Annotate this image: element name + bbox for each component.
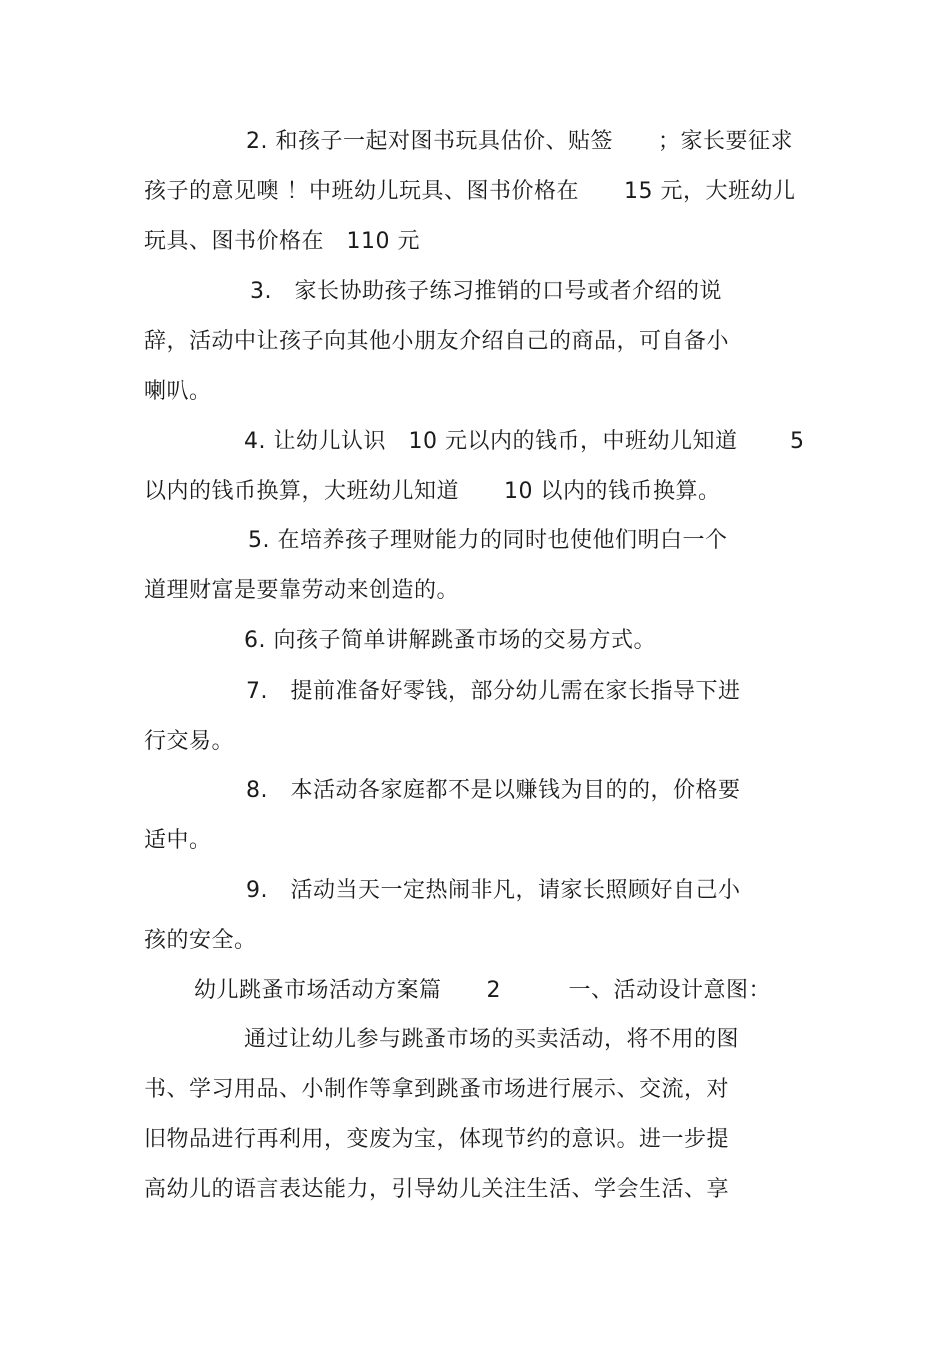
text-line-item-4-a: 4. 让幼儿认识 10 元以内的钱币，中班幼儿知道 5 — [244, 429, 805, 454]
text-line-item-5-b: 道理财富是要靠劳动来创造的。 — [144, 578, 460, 603]
text-line-item-3-c: 喇叭。 — [144, 379, 212, 404]
text-line-item-2-c: 玩具、图书价格在 110 元 — [144, 229, 420, 254]
text-line-item-8-b: 适中。 — [144, 828, 212, 853]
paragraph-line-1: 通过让幼儿参与跳蚤市场的买卖活动，将不用的图 — [244, 1027, 740, 1052]
text-line-item-7-b: 行交易。 — [144, 729, 235, 754]
paragraph-line-2: 书、学习用品、小制作等拿到跳蚤市场进行展示、交流，对 — [144, 1077, 730, 1102]
text-line-item-8-a: 8. 本活动各家庭都不是以赚钱为目的的，价格要 — [246, 778, 741, 803]
text-line-item-9-a: 9. 活动当天一定热闹非凡，请家长照顾好自己小 — [246, 878, 741, 903]
text-line-item-2-b: 孩子的意见噢 ！中班幼儿玩具、图书价格在 15 元，大班幼儿 — [144, 179, 796, 204]
text-line-item-3-b: 辞，活动中让孩子向其他小朋友介绍自己的商品，可自备小 — [144, 329, 730, 354]
text-line-item-2-a: 2. 和孩子一起对图书玩具估价、贴签 ；家长要征求 — [246, 129, 793, 154]
text-line-item-7-a: 7. 提前准备好零钱，部分幼儿需在家长指导下进 — [246, 679, 741, 704]
section-heading: 幼儿跳蚤市场活动方案篇 2 一、活动设计意图： — [194, 978, 771, 1003]
text-line-item-5-a: 5. 在培养孩子理财能力的同时也使他们明白一个 — [248, 528, 728, 553]
text-line-item-3-a: 3. 家长协助孩子练习推销的口号或者介绍的说 — [250, 279, 722, 304]
text-line-item-9-b: 孩的安全。 — [144, 928, 257, 953]
text-line-item-6: 6. 向孩子简单讲解跳蚤市场的交易方式。 — [244, 628, 656, 653]
paragraph-line-4: 高幼儿的语言表达能力，引导幼儿关注生活、学会生活、享 — [144, 1177, 730, 1202]
paragraph-line-3: 旧物品进行再利用，变废为宝，体现节约的意识。进一步提 — [144, 1127, 730, 1152]
text-line-item-4-b: 以内的钱币换算，大班幼儿知道 10 以内的钱币换算。 — [144, 479, 721, 504]
